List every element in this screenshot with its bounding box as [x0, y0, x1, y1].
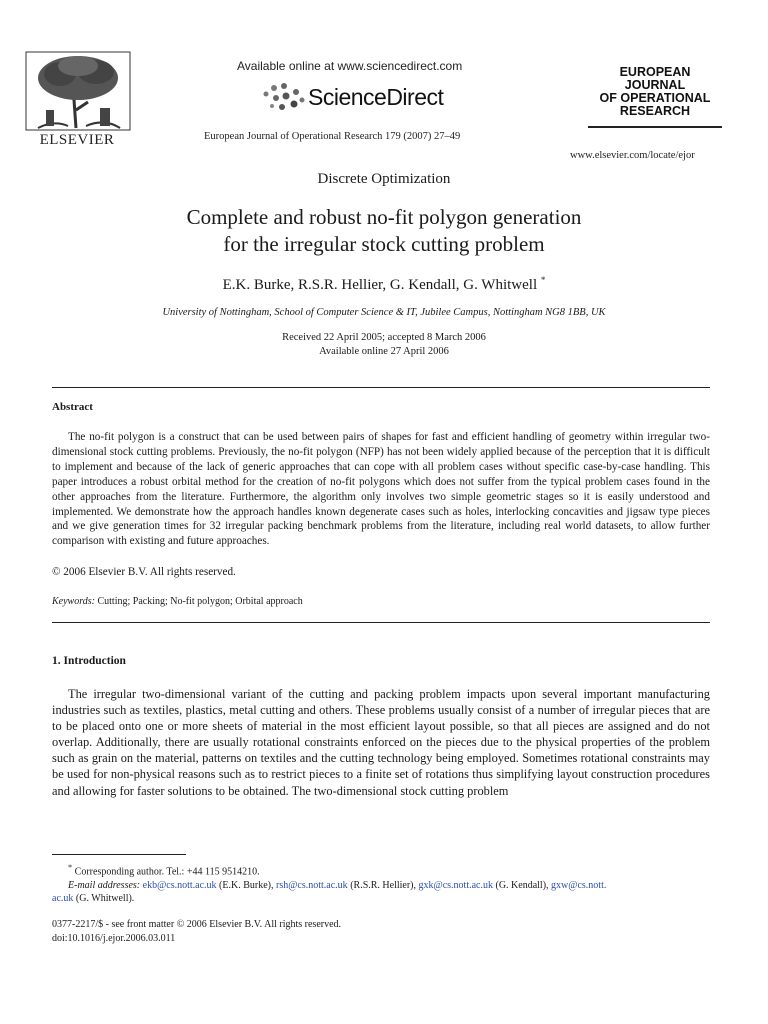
introduction-body: The irregular two-dimensional variant of the cutting and packing problem impacts upon several important manufacturing industries such as textiles, plastics, metal cutting and others. These problems usually consist of a number of irregular pieces that are to be placed onto one or more sheets of material in the most efficient layout possible, so that all pieces are assigned and do not overlap. Additionally, there are usually rotational constraints enforced on the pieces due to the physical properties of the problem such as grain on the material, patterns on textiles and the cutting technology being employed. Sometimes rotational constraints may be used for non-physical reasons such as to restrict pieces to a finite set of rotations thus simplifying layout construction procedures and allowing for faster solutions to be obtained. The two-dimensional stock cutting problem [52, 687, 710, 798]
author-list [80, 275, 688, 294]
footnote-rule [52, 854, 186, 855]
keywords [52, 596, 303, 607]
divider [52, 622, 710, 623]
journal-url: www.elsevier.com/locate/ejor [570, 150, 695, 161]
date-info [80, 331, 688, 359]
received-date: Received 22 April 2005; accepted 8 March 2006 [282, 332, 486, 343]
journal-name-line: JOURNAL [624, 78, 686, 92]
email-link[interactable]: rsh@cs.nott.ac.uk [275, 879, 348, 891]
footnote-mark: * [68, 863, 73, 872]
title-line: Complete and robust no-fit polygon generation [186, 205, 582, 229]
footnotes [52, 861, 710, 906]
available-date: Available online 27 April 2006 [319, 346, 449, 357]
email-owner: (R.S.R. Hellier), [350, 879, 417, 891]
title-line: for the irregular stock cutting problem [223, 232, 545, 256]
email-link[interactable]: gxw@cs.nott. [551, 879, 607, 891]
section-label: Discrete Optimization [317, 171, 451, 187]
journal-name-line: RESEARCH [619, 104, 691, 118]
corresponding-mark: * [540, 275, 546, 285]
divider [52, 387, 710, 388]
footnote-corresponding [52, 861, 710, 879]
abstract-body: The no-fit polygon is a construct that can be used between pairs of shapes for fast and efficient handling of geometry within irregular two-dimensional stock cutting problems. Previously, the no-fit polygon (NFP) has not been widely applied because of the perception that it is difficult to implement and because of the lack of generic approaches that can cope with all problem cases without specific case-by-case handling. This paper introduces a robust orbital method for the creation of no-fit polygons which does not suffer from the typical problem cases found in the other approaches from the literature. Furthermore, the algorithm only involves two simple geometric stages so it is easily understood and implemented. We demonstrate how the approach handles known degenerate cases such as holes, interlocking concavities and jigsaw type pieces and we give generation times for 32 irregular packing benchmark problems from the literature, including real world datasets, to allow further comparison with existing and future approaches. [52, 431, 710, 548]
journal-logo [588, 66, 722, 128]
email-link[interactable]: ekb@cs.nott.ac.uk [142, 879, 217, 891]
publisher-name: ELSEVIER [39, 132, 115, 148]
abstract-copyright: © 2006 Elsevier B.V. All rights reserved. [52, 566, 236, 578]
keywords-label: Keywords: [52, 596, 95, 607]
footnote-emails [52, 879, 710, 893]
paper-title [80, 204, 688, 258]
affiliation: University of Nottingham, School of Computer Science & IT, Jubilee Campus, Nottingham NG8 1BB, UK [162, 307, 606, 318]
abstract-heading: Abstract [52, 401, 93, 413]
authors-text: E.K. Burke, R.S.R. Hellier, G. Kendall, G. Whitwell [222, 277, 538, 293]
doi-line: doi:10.1016/j.ejor.2006.03.011 [52, 933, 176, 944]
available-online-text: Available online at www.sciencedirect.com [237, 59, 463, 73]
issn-line: 0377-2217/$ - see front matter © 2006 Elsevier B.V. All rights reserved. [52, 919, 342, 930]
journal-citation: European Journal of Operational Research 179 (2007) 27–49 [204, 131, 461, 142]
email-owner: (G. Whitwell). [75, 893, 135, 905]
footnote-emails-cont [52, 892, 710, 906]
section-heading: 1. Introduction [52, 655, 126, 667]
journal-name-line: EUROPEAN [619, 65, 691, 79]
footnote-text: Corresponding author. Tel.: +44 115 9514210. [74, 866, 260, 878]
email-label: E-mail addresses: [68, 879, 141, 891]
email-link[interactable]: ac.uk [52, 893, 74, 905]
sciencedirect-wordmark: ScienceDirect [308, 84, 444, 110]
keywords-values: Cutting; Packing; No-fit polygon; Orbital approach [97, 596, 303, 607]
email-owner: (G. Kendall), [495, 879, 549, 891]
journal-name-line: OF OPERATIONAL [599, 91, 711, 105]
email-link[interactable]: gxk@cs.nott.ac.uk [418, 879, 493, 891]
email-owner: (E.K. Burke), [219, 879, 274, 891]
front-matter [52, 918, 341, 946]
